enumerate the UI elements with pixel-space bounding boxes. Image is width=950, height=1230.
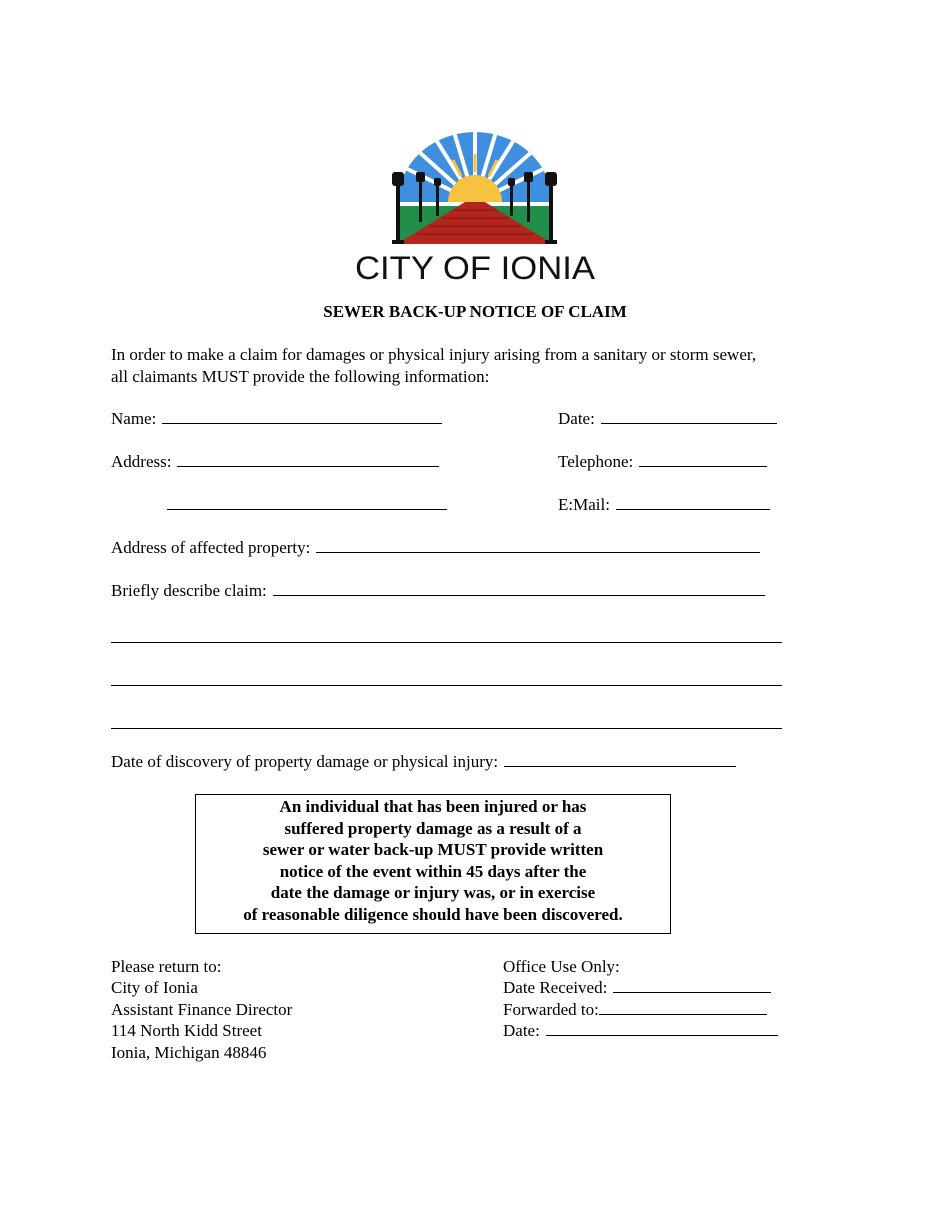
intro-line-1: In order to make a claim for damages or physical injury arising from a sanitary or storm sewer, [111, 345, 757, 364]
telephone-field [558, 451, 767, 472]
forwarded-to-field [503, 999, 778, 1020]
describe-claim-field [111, 580, 765, 601]
describe-claim-label: Briefly describe claim: [111, 581, 267, 600]
discovery-date-input-line[interactable] [504, 751, 736, 767]
return-line: 114 North Kidd Street [111, 1021, 262, 1041]
return-line: City of Ionia [111, 978, 198, 998]
name-input-line[interactable] [162, 408, 442, 424]
email-input-line[interactable] [616, 494, 770, 510]
name-field [111, 408, 442, 429]
forwarded-to-label: Forwarded to: [503, 999, 599, 1019]
describe-claim-line-3[interactable] [111, 685, 782, 686]
intro-text [111, 344, 756, 388]
office-date-field [503, 1020, 778, 1041]
address-line-2-input[interactable] [167, 494, 447, 510]
intro-line-2: all claimants MUST provide the following information: [111, 367, 490, 386]
return-address-block [111, 956, 292, 1063]
city-of-ionia-logo [353, 132, 598, 282]
date-field [558, 408, 777, 429]
discovery-date-field [111, 751, 736, 772]
affected-property-field [111, 537, 760, 558]
telephone-input-line[interactable] [639, 451, 767, 467]
describe-claim-line-4[interactable] [111, 728, 782, 729]
notice-line: date the damage or injury was, or in exercise [270, 883, 596, 903]
return-heading: Please return to: [111, 957, 222, 976]
date-input-line[interactable] [601, 408, 777, 424]
email-label: E:Mail: [558, 495, 610, 514]
telephone-label: Telephone: [558, 452, 634, 471]
date-label: Date: [558, 409, 595, 428]
describe-claim-input-line[interactable] [273, 580, 765, 596]
logo-text: CITY OF IONIA [355, 250, 596, 282]
affected-property-input-line[interactable] [316, 537, 760, 553]
date-received-field [503, 977, 778, 998]
date-received-input-line[interactable] [613, 977, 771, 993]
address-field [111, 451, 439, 472]
describe-claim-line-2[interactable] [111, 642, 782, 643]
address-label: Address: [111, 452, 172, 471]
address-input-line[interactable] [177, 451, 439, 467]
office-use-block [503, 956, 778, 1042]
discovery-date-label: Date of discovery of property damage or physical injury: [111, 752, 499, 771]
notice-line: of reasonable diligence should have been discovered. [243, 904, 623, 924]
notice-line: notice of the event within 45 days after the [279, 861, 587, 881]
office-use-heading: Office Use Only: [503, 957, 620, 976]
notice-line: suffered property damage as a result of a [284, 818, 582, 838]
name-label: Name: [111, 409, 157, 428]
notice-box [195, 794, 671, 934]
return-line: Ionia, Michigan 48846 [111, 1042, 267, 1062]
office-date-input-line[interactable] [546, 1020, 778, 1036]
date-received-label: Date Received: [503, 978, 608, 998]
form-title: SEWER BACK-UP NOTICE OF CLAIM [323, 302, 627, 321]
forwarded-to-input-line[interactable] [599, 999, 767, 1015]
email-field [558, 494, 770, 515]
address-line-2-field [167, 494, 447, 515]
notice-line: An individual that has been injured or has [279, 797, 587, 816]
return-line: Assistant Finance Director [111, 999, 293, 1019]
notice-line: sewer or water back-up MUST provide written [262, 840, 604, 860]
office-date-label: Date: [503, 1021, 540, 1041]
affected-property-label: Address of affected property: [111, 538, 311, 557]
